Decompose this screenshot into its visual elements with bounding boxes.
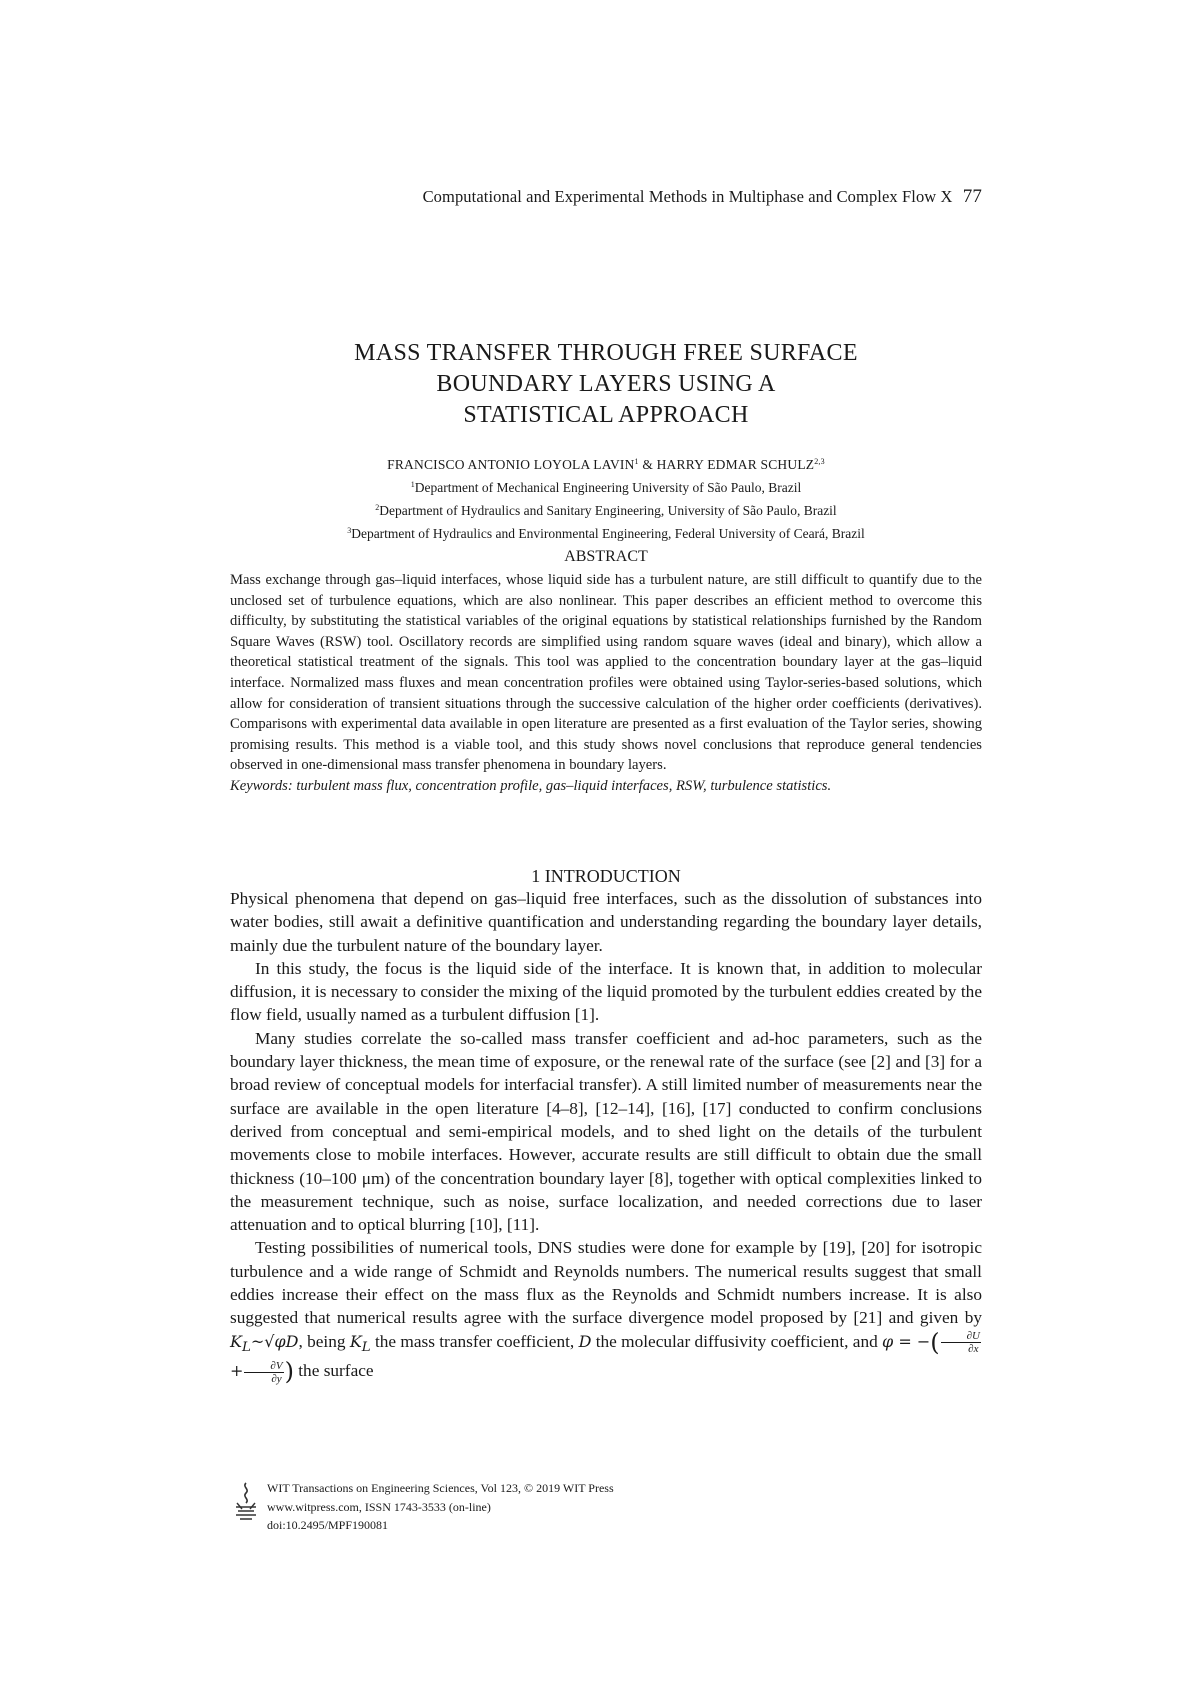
doi: doi:10.2495/MPF190081	[267, 1518, 389, 1532]
author-1-sup: 1	[634, 457, 639, 466]
paragraph: Many studies correlate the so-called mass transfer coefficient and ad-hoc parameters, such as the boundary layer thickness, the mean time of exposure, or the renewal rate of the surface (see [2] and [3] for a broad review of conceptual models for interfacial transfer). A still limited number of measurements near the surface are available in the open literature [4–8], [12–14], [16], [17] conducted to confirm conclusions derived from conceptual and semi-empirical models, and to shed light on the details of the turbulent movements close to mobile interfaces. However, accurate results are still difficult to obtain due the small thickness (10–100 μm) of the concentration boundary layer [8], together with optical complexities linked to the measurement technique, such as noise, surface localization, and needed corrections due to laser attenuation and to optical blurring [10], [11].	[230, 1028, 982, 1235]
paragraph-text: the molecular diffusivity coefficient, and	[591, 1331, 883, 1351]
page-number: 77	[962, 186, 982, 207]
footer-text	[267, 1479, 614, 1517]
affiliation-sup: 1	[410, 480, 415, 489]
author-2-sup: 2,3	[814, 457, 825, 466]
paragraph: Physical phenomena that depend on gas–liquid free interfaces, such as the dissolution of substances into water bodies, still await a definitive quantification and understanding regarding the boundary layer details, mainly due the turbulent nature of the boundary layer.	[230, 889, 982, 955]
paragraph: In this study, the focus is the liquid side of the interface. It is known that, in addition to molecular diffusion, it is necessary to consider the mixing of the liquid promoted by the turbulent eddies created by the flow field, usually named as a turbulent diffusion [1].	[230, 958, 982, 1025]
math-subscript: L	[361, 1339, 371, 1355]
fraction	[244, 1360, 283, 1385]
paper-title	[230, 338, 982, 431]
inline-math: D	[578, 1331, 592, 1351]
affiliation-text: Department of Hydraulics and Environmental Engineering, Federal University of Ceará, Brazil	[351, 526, 865, 541]
abstract	[230, 570, 982, 797]
paragraph-text: the mass transfer coefficient,	[370, 1331, 579, 1351]
keywords: Keywords: turbulent mass flux, concentration profile, gas–liquid interfaces, RSW, turbulence statistics.	[230, 777, 832, 794]
plus-sign: +	[230, 1361, 244, 1381]
footer-line-2: www.witpress.com, ISSN 1743-3533 (on-line)	[267, 1500, 491, 1514]
affiliation-sup: 3	[347, 526, 352, 535]
author-names	[230, 452, 982, 475]
fraction-numerator: ∂U	[941, 1330, 981, 1343]
author-block	[230, 452, 982, 544]
fraction-numerator: ∂V	[244, 1360, 283, 1373]
math-expression: ~√φD	[250, 1331, 299, 1351]
math-subscript: L	[241, 1339, 251, 1355]
footer	[232, 1479, 752, 1551]
fraction-denominator: ∂x	[968, 1343, 979, 1356]
section-heading: 1 INTRODUCTION	[531, 866, 681, 886]
inline-math	[230, 1331, 299, 1355]
author-2: HARRY EDMAR SCHULZ	[656, 457, 815, 472]
affiliation	[230, 521, 982, 544]
math-symbol: K	[349, 1331, 362, 1351]
running-head	[230, 186, 982, 208]
inline-math	[349, 1331, 371, 1355]
body-text	[230, 887, 982, 1385]
affiliation	[230, 498, 982, 521]
footer-line-1: WIT Transactions on Engineering Sciences, Vol 123, © 2019 WIT Press	[267, 1481, 614, 1495]
affiliation-text: Department of Mechanical Engineering University of São Paulo, Brazil	[414, 480, 802, 495]
title-line-3: STATISTICAL APPROACH	[463, 402, 749, 428]
left-paren: (	[930, 1328, 940, 1357]
title-line-1: MASS TRANSFER THROUGH FREE SURFACE	[354, 340, 858, 366]
inline-math: φ = −	[882, 1331, 931, 1351]
publisher-logo-icon	[232, 1481, 260, 1521]
affiliation	[230, 475, 982, 498]
paragraph-text: Testing possibilities of numerical tools, DNS studies were done for example by [19], [20] for isotropic turbulence and a wide range of Schmidt and Reynolds numbers. The numerical results suggest that small eddies increase their effect on the mass flux as the Reynolds and Schmidt numbers increase. It is also suggested that numerical results agree with the surface divergence model proposed by [21] and given by	[230, 1238, 982, 1328]
journal-title: Computational and Experimental Methods in Multiphase and Complex Flow X	[422, 187, 953, 206]
paragraph-text: the surface	[293, 1361, 374, 1381]
affiliation-sup: 2	[375, 503, 380, 512]
math-symbol: K	[230, 1331, 242, 1351]
abstract-heading: ABSTRACT	[564, 548, 648, 565]
fraction	[941, 1330, 981, 1355]
right-paren: )	[284, 1357, 294, 1386]
fraction-denominator: ∂y	[271, 1372, 282, 1385]
affiliation-text: Department of Hydraulics and Sanitary Engineering, University of São Paulo, Brazil	[379, 503, 837, 518]
author-separator: &	[638, 457, 657, 472]
title-line-2: BOUNDARY LAYERS USING A	[436, 371, 776, 397]
abstract-text: Mass exchange through gas–liquid interfaces, whose liquid side has a turbulent nature, are still difficult to quantify due to the unclosed set of turbulence equations, which are also nonlinear. This paper describes an efficient method to overcome this difficulty, by substituting the statistical variables of the original equations by statistical relationships furnished by the Random Square Waves (RSW) tool. Oscillatory records are simplified using random square waves (ideal and binary), which allow a theoretical statistical treatment of the signals. This tool was applied to the concentration boundary layer at the gas–liquid interface. Normalized mass fluxes and mean concentration profiles were obtained using Taylor-series-based solutions, which allow for consideration of transient situations through the successive calculation of the higher order coefficients (derivatives). Comparisons with experimental data available in open literature are presented as a first evaluation of the Taylor series, showing promising results. This method is a viable tool, and this study shows novel conclusions that reproduce general tendencies observed in one-dimensional mass transfer phenomena in boundary layers.	[230, 572, 982, 774]
author-1: FRANCISCO ANTONIO LOYOLA LAVIN	[387, 457, 635, 472]
paragraph	[230, 1236, 982, 1384]
paragraph-text: , being	[298, 1331, 350, 1351]
